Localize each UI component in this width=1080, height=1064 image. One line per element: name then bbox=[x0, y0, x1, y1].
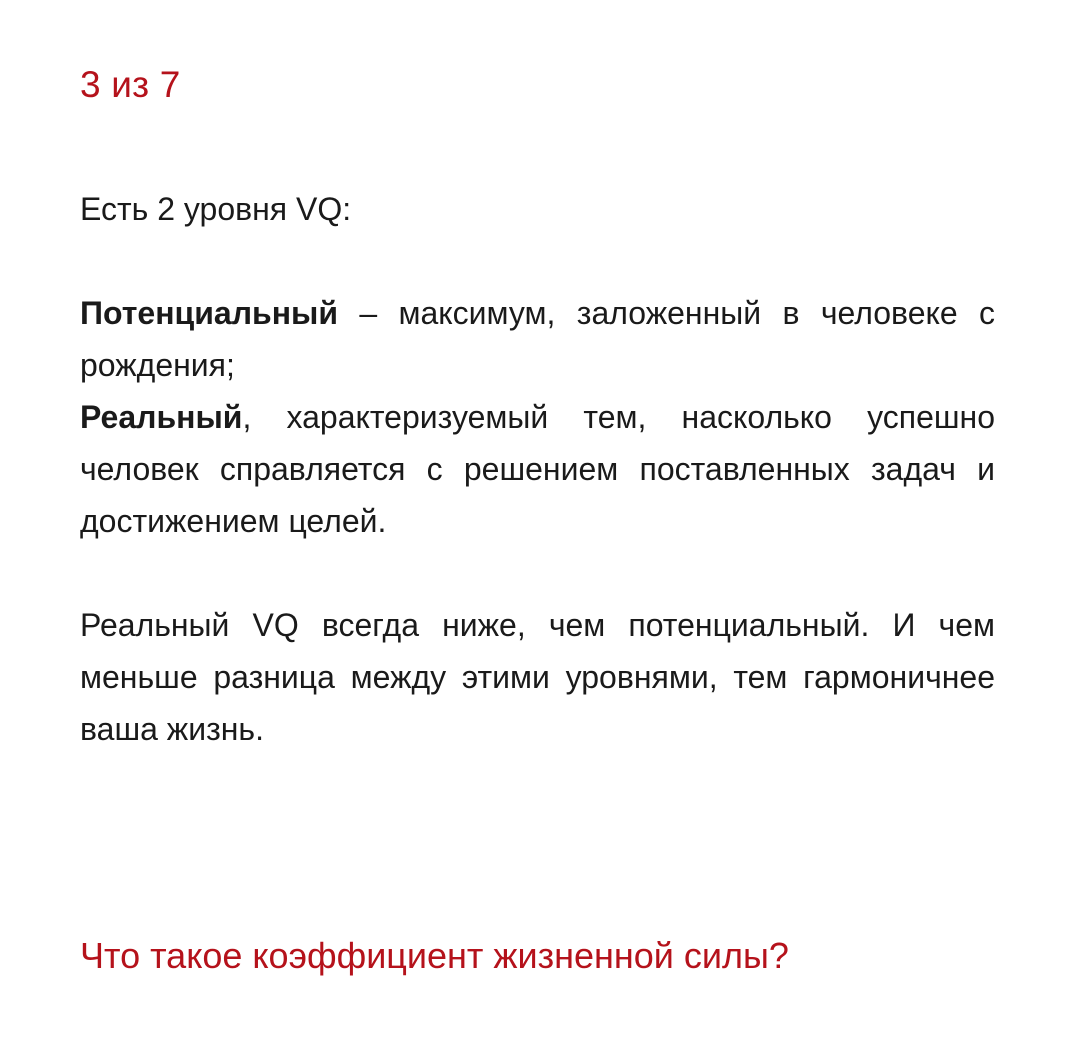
level-item-potential bbox=[80, 287, 995, 391]
level-term: Реальный bbox=[80, 399, 243, 435]
page-counter: 3 из 7 bbox=[80, 64, 181, 105]
level-description: – максимум, заложенный в человеке с рождения; bbox=[80, 295, 995, 383]
levels-list bbox=[80, 287, 995, 547]
level-description: , характеризуемый тем, насколько успешно человек справляется с решением поставленных задач и достижением целей. bbox=[80, 399, 995, 539]
summary-paragraph bbox=[80, 599, 995, 755]
summary-text: Реальный VQ всегда ниже, чем потенциальный. И чем меньше разница между этими уровнями, тем гармоничнее ваша жизнь. bbox=[80, 607, 995, 747]
level-term: Потенциальный bbox=[80, 295, 339, 331]
intro-text: Есть 2 уровня VQ: bbox=[80, 191, 352, 227]
level-item-real bbox=[80, 391, 995, 547]
footer-question: Что такое коэффициент жизненной силы? bbox=[80, 935, 789, 976]
